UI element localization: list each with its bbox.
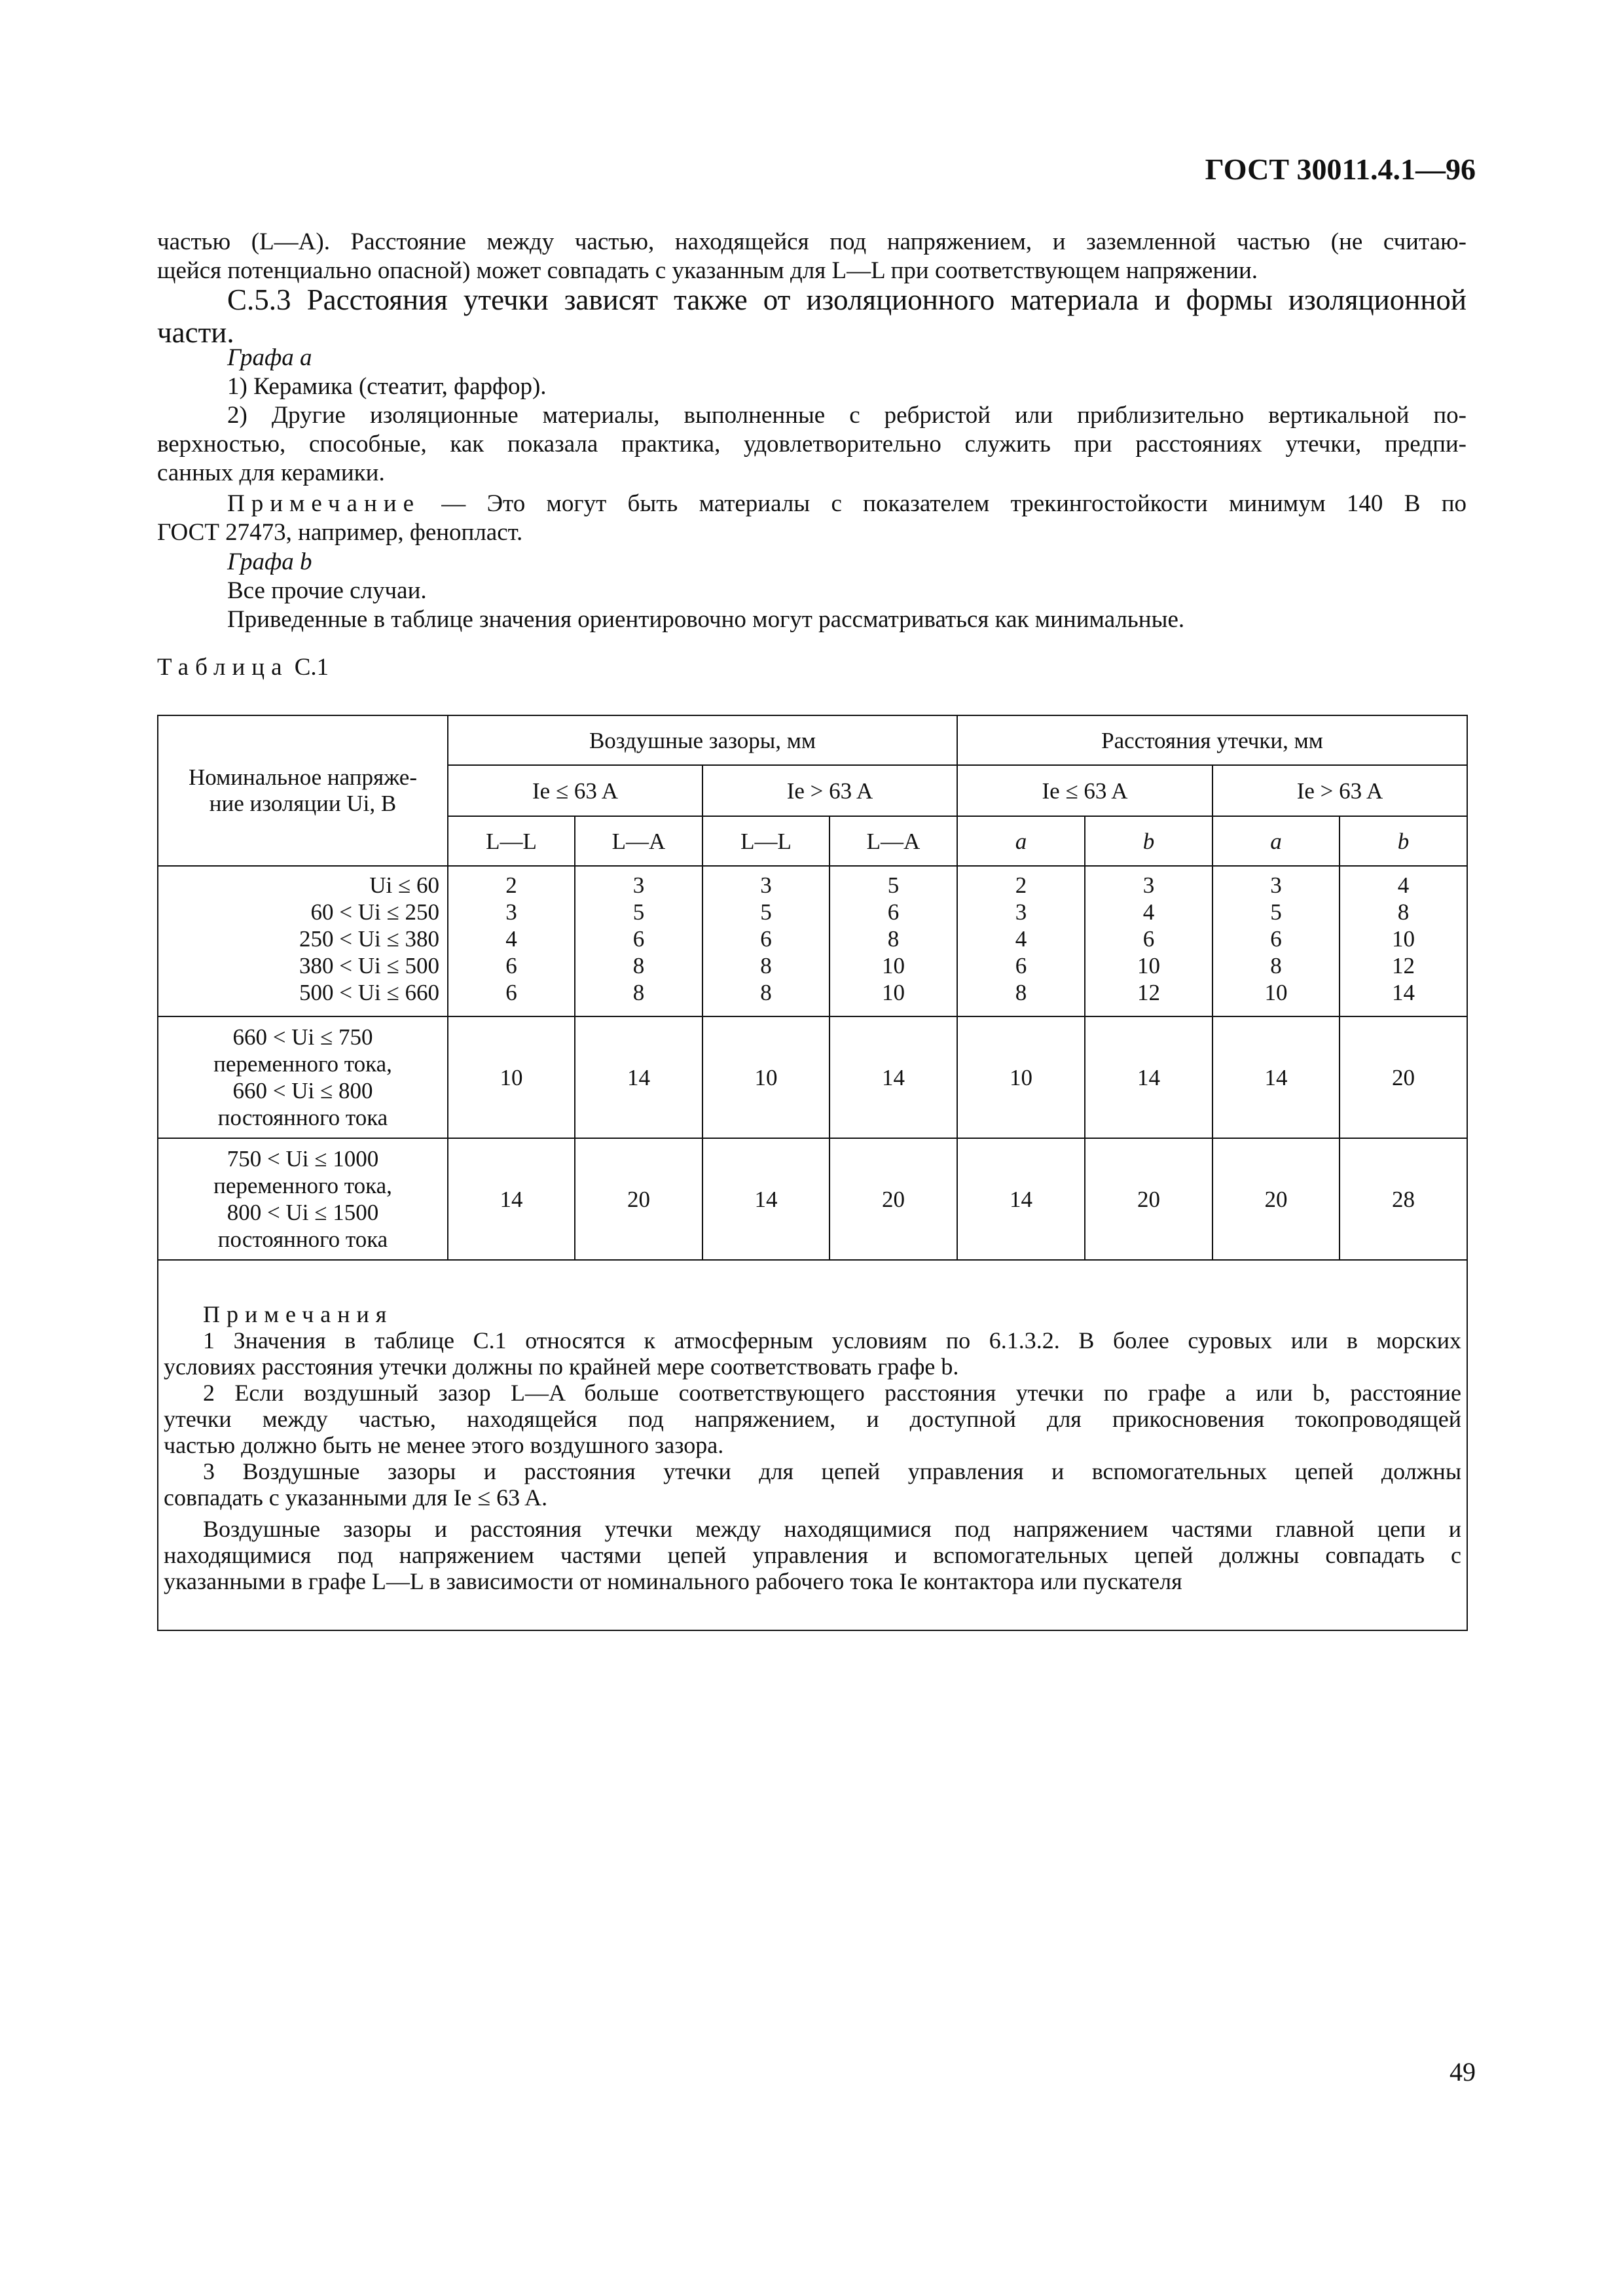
voltage-range-cell: [158, 866, 448, 1016]
value-cell: 5: [887, 872, 900, 898]
value-cell: 10: [957, 1016, 1085, 1138]
grafa-a-item-1: 1) Керамика (стеатит, фарфор).: [227, 373, 547, 400]
intro-note-text: — Это могут быть материалы с показателем трекингостойкости минимум 140 В по: [420, 490, 1467, 517]
voltage-range: 60 < Ui ≤ 250: [310, 899, 439, 925]
value-cell: 8: [760, 953, 772, 978]
value-column: [957, 866, 1085, 1016]
clause-line: С.5.3 Расстояния утечки зависят также от изоляционного материала и формы изоляционной: [227, 283, 1467, 316]
grafa-a-item-2: 2) Другие изоляционные материалы, выполненные с ребристой или приблизительно вертикальной по-: [227, 402, 1467, 429]
voltage-range: 660 < Ui ≤ 750: [232, 1024, 373, 1050]
value-cell: 5: [1270, 899, 1282, 925]
value-cell: 10: [1392, 926, 1415, 952]
grafa-a-item-2-cont: верхностью, способные, как показала практика, удовлетворительно служить при расстояниях утечки, предпи-: [157, 431, 1467, 457]
grafa-b-text: Все прочие случаи.: [227, 577, 427, 604]
voltage-range: Ui ≤ 60: [369, 872, 439, 898]
value-cell: 3: [760, 872, 772, 898]
value-cell: 14: [448, 1138, 575, 1260]
table-caption-word: Таблица: [157, 654, 289, 681]
value-column: [702, 866, 830, 1016]
value-cell: 4: [1015, 926, 1027, 952]
value-cell: 4: [1142, 899, 1155, 925]
note-paragraph-cont: находящимися под напряжением частями цепей управления и вспомогательных цепей должны совпадать с: [164, 1542, 1461, 1568]
value-column: [1340, 866, 1467, 1016]
header-current-gt63: Ie > 63 A: [1213, 765, 1467, 816]
value-cell: 6: [1270, 926, 1282, 952]
subheader-cell: L—A: [830, 816, 957, 866]
intro-line: щейся потенциально опасной) может совпадать с указанным для L—L при соответствующем напряжении.: [157, 257, 1258, 284]
value-column: [575, 866, 702, 1016]
clause-line: части.: [157, 316, 234, 349]
voltage-range: 250 < Ui ≤ 380: [299, 926, 439, 952]
value-cell: 14: [702, 1138, 830, 1260]
voltage-range: 800 < Ui ≤ 1500: [227, 1200, 379, 1225]
note-1: 1 Значения в таблице С.1 относятся к атмосферным условиям по 6.1.3.2. В более суровых или в морских: [203, 1327, 1461, 1354]
header-voltage-line: Номинальное напряже-: [189, 764, 417, 790]
value-column: [1085, 866, 1213, 1016]
grafa-a-heading: Графа a: [227, 344, 312, 371]
intro-line: частью (L—A). Расстояние между частью, находящейся под напряжением, и заземленной частью (не считаю-: [157, 228, 1467, 255]
table-caption: [157, 653, 1467, 682]
grafa-a-section: [157, 344, 1467, 488]
table-row: [158, 1138, 1467, 1260]
note-paragraph-end: указанными в графе L—L в зависимости от номинального рабочего тока Ie контактора или пускателя: [164, 1568, 1182, 1594]
intro-note-line: ГОСТ 27473, например, фенопласт.: [157, 519, 523, 546]
value-cell: 3: [1270, 872, 1282, 898]
note-2-end: частью должно быть не менее этого воздушного зазора.: [164, 1432, 724, 1458]
value-cell: 2: [1015, 872, 1027, 898]
table-notes: [158, 1260, 1467, 1630]
header-current-le63: Ie ≤ 63 A: [957, 765, 1213, 816]
value-cell: 3: [1142, 872, 1155, 898]
voltage-range: переменного тока,: [213, 1173, 392, 1198]
voltage-range: 750 < Ui ≤ 1000: [227, 1146, 379, 1172]
value-cell: 10: [882, 980, 905, 1005]
subheader-cell: L—A: [575, 816, 702, 866]
note-1-cont: условиях расстояния утечки должны по крайней мере соответствовать графе b.: [164, 1354, 959, 1380]
intro-note-label: Примечание: [227, 490, 420, 517]
note-3-cont: совпадать с указанными для Ie ≤ 63 A.: [164, 1484, 548, 1511]
value-cell: 14: [575, 1016, 702, 1138]
value-cell: 20: [575, 1138, 702, 1260]
value-cell: 12: [1137, 980, 1160, 1005]
subheader-cell: L—L: [448, 816, 575, 866]
subheader-cell: L—L: [702, 816, 830, 866]
header-voltage: [158, 715, 448, 866]
voltage-range: 500 < Ui ≤ 660: [299, 980, 439, 1005]
table-row: [158, 866, 1467, 1016]
value-cell: 6: [505, 953, 517, 978]
value-cell: 14: [957, 1138, 1085, 1260]
values-minimum-text: Приведенные в таблице значения ориентировочно могут рассматриваться как минимальные.: [227, 606, 1185, 633]
value-cell: 28: [1340, 1138, 1467, 1260]
voltage-range: 380 < Ui ≤ 500: [299, 953, 439, 978]
grafa-a-item-2-end: санных для керамики.: [157, 459, 385, 486]
page-number: 49: [1450, 2057, 1476, 2087]
voltage-range: постоянного тока: [217, 1227, 388, 1252]
subheader-cell: b: [1340, 816, 1467, 866]
header-air-clearances: Воздушные зазоры, мм: [448, 715, 957, 765]
voltage-range-cell: [158, 1016, 448, 1138]
value-cell: 6: [505, 980, 517, 1005]
subheader-cell: a: [957, 816, 1085, 866]
value-cell: 8: [1270, 953, 1282, 978]
value-cell: 8: [632, 980, 645, 1005]
value-cell: 8: [1397, 899, 1410, 925]
value-cell: 20: [830, 1138, 957, 1260]
value-cell: 10: [1137, 953, 1160, 978]
value-cell: 3: [505, 899, 517, 925]
value-cell: 14: [1085, 1016, 1213, 1138]
grafa-b-section: [157, 548, 1467, 634]
value-cell: 8: [1015, 980, 1027, 1005]
value-cell: 6: [1142, 926, 1155, 952]
table-notes-row: [158, 1260, 1467, 1630]
voltage-range: постоянного тока: [217, 1105, 388, 1130]
header-current-le63: Ie ≤ 63 A: [448, 765, 702, 816]
value-cell: 4: [1397, 872, 1410, 898]
value-cell: 20: [1085, 1138, 1213, 1260]
value-cell: 8: [887, 926, 900, 952]
notes-title: Примечания: [203, 1301, 393, 1327]
table-caption-number: С.1: [294, 654, 329, 681]
value-cell: 8: [760, 980, 772, 1005]
header-voltage-line: ние изоляции Ui, В: [209, 791, 397, 816]
value-cell: 5: [632, 899, 645, 925]
note-2-cont: утечки между частью, находящейся под напряжением, и доступной для прикосновения токопроводящей: [164, 1406, 1461, 1432]
note-paragraph: Воздушные зазоры и расстояния утечки между находящимися под напряжением частями главной цепи и: [203, 1516, 1461, 1542]
value-cell: 5: [760, 899, 772, 925]
value-cell: 10: [1264, 980, 1288, 1005]
note-3: 3 Воздушные зазоры и расстояния утечки для цепей управления и вспомогательных цепей должны: [203, 1458, 1461, 1484]
value-cell: 20: [1340, 1016, 1467, 1138]
voltage-range-cell: [158, 1138, 448, 1260]
value-cell: 14: [1213, 1016, 1340, 1138]
value-cell: 12: [1392, 953, 1415, 978]
value-cell: 8: [632, 953, 645, 978]
table-row: [158, 1016, 1467, 1138]
header-creepage: Расстояния утечки, мм: [957, 715, 1467, 765]
intro-paragraph: [157, 228, 1467, 285]
clause-c53: [157, 283, 1467, 349]
voltage-range: переменного тока,: [213, 1051, 392, 1077]
document-code: ГОСТ 30011.4.1—96: [1205, 152, 1476, 186]
value-cell: 10: [448, 1016, 575, 1138]
value-cell: 3: [1015, 899, 1027, 925]
value-column: [830, 866, 957, 1016]
note-2: 2 Если воздушный зазор L—A больше соответствующего расстояния утечки по графе a или b, расстояние: [203, 1380, 1461, 1406]
value-cell: 10: [702, 1016, 830, 1138]
subheader-cell: a: [1213, 816, 1340, 866]
subheader-cell: b: [1085, 816, 1213, 866]
value-column: [1213, 866, 1340, 1016]
value-column: [448, 866, 575, 1016]
value-cell: 6: [760, 926, 772, 952]
value-cell: 10: [882, 953, 905, 978]
value-cell: 6: [1015, 953, 1027, 978]
clearance-table: [157, 715, 1468, 1631]
voltage-range: 660 < Ui ≤ 800: [232, 1078, 373, 1103]
value-cell: 4: [505, 926, 517, 952]
header-current-gt63: Ie > 63 A: [702, 765, 957, 816]
value-cell: 20: [1213, 1138, 1340, 1260]
value-cell: 6: [887, 899, 900, 925]
value-cell: 14: [830, 1016, 957, 1138]
intro-note: [157, 490, 1467, 547]
value-cell: 3: [632, 872, 645, 898]
intro-note-line: [157, 490, 1467, 518]
value-cell: 2: [505, 872, 517, 898]
grafa-b-heading: Графа b: [227, 548, 312, 575]
value-cell: 6: [632, 926, 645, 952]
value-cell: 14: [1392, 980, 1415, 1005]
